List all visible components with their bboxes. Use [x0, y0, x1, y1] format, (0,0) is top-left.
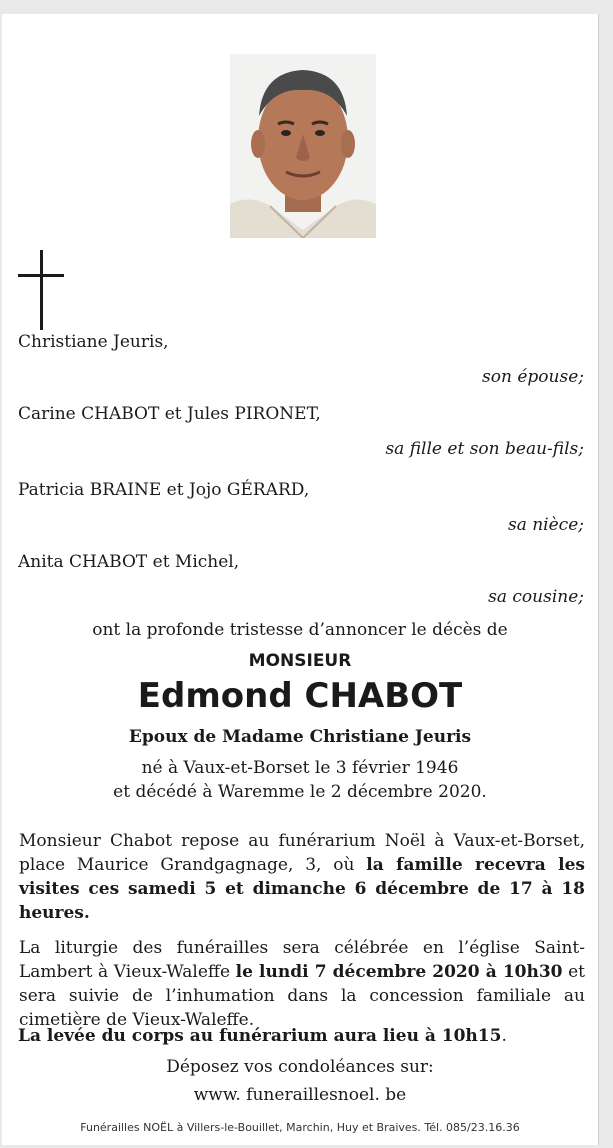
levee-text: La levée du corps au funérarium aura lieu à 10h15 — [18, 1026, 502, 1046]
liturgy-date: le lundi 7 décembre 2020 à 10h30 — [235, 962, 563, 982]
death-line: et décédé à Waremme le 2 décembre 2020. — [113, 782, 487, 802]
obituary-page — [2, 14, 599, 1145]
funeral-home-footer: Funérailles NOËL à Villers-le-Bouillet, Marchin, Huy et Braives. Tél. 085/23.16.36 — [80, 1121, 520, 1134]
resting-paragraph — [19, 829, 585, 925]
cross-icon — [18, 250, 66, 330]
spouse-line: Epoux de Madame Christiane Jeuris — [128, 727, 472, 747]
family-name-3: Patricia BRAINE et Jojo GÉRARD, — [18, 480, 310, 500]
burial-text: et sera suivie de l’inhumation dans la concession familiale au cimetière de Vieux-Waleffe. — [19, 962, 585, 1030]
liturgy-text: La liturgie des funérailles sera célébrée en l’église Saint-Lambert à Vieux-Waleffe — [19, 938, 585, 982]
condolences-label: Déposez vos condoléances sur: — [166, 1057, 434, 1077]
family-name-4: Anita CHABOT et Michel, — [18, 552, 240, 572]
portrait-photo-icon — [230, 54, 376, 238]
visiting-hours: la famille recevra les visites ces samedi 5 et dimanche 6 décembre de 17 à 18 heures. — [19, 855, 585, 923]
family-relation-3: sa nièce; — [507, 515, 584, 535]
honorific: MONSIEUR — [248, 651, 352, 671]
resting-text: Monsieur Chabot repose au funérarium Noël à Vaux-et-Borset, place Maurice Grandgagnage, 3, où — [19, 831, 585, 875]
deceased-name: Edmond CHABOT — [137, 676, 463, 716]
levee-line — [18, 1025, 507, 1047]
family-name-1: Christiane Jeuris, — [18, 332, 169, 352]
birth-line: né à Vaux-et-Borset le 3 février 1946 — [141, 758, 459, 778]
liturgy-paragraph — [19, 936, 585, 1032]
family-relation-1: son épouse; — [482, 367, 584, 387]
family-relation-2: sa fille et son beau-fils; — [385, 439, 584, 459]
website-link[interactable]: www. funeraillesnoel. be — [193, 1085, 407, 1105]
levee-end: . — [501, 1026, 507, 1046]
family-relation-4: sa cousine; — [488, 587, 584, 607]
family-name-2: Carine CHABOT et Jules PIRONET, — [18, 404, 321, 424]
announcement-text: ont la profonde tristesse d’annoncer le décès de — [92, 620, 508, 640]
